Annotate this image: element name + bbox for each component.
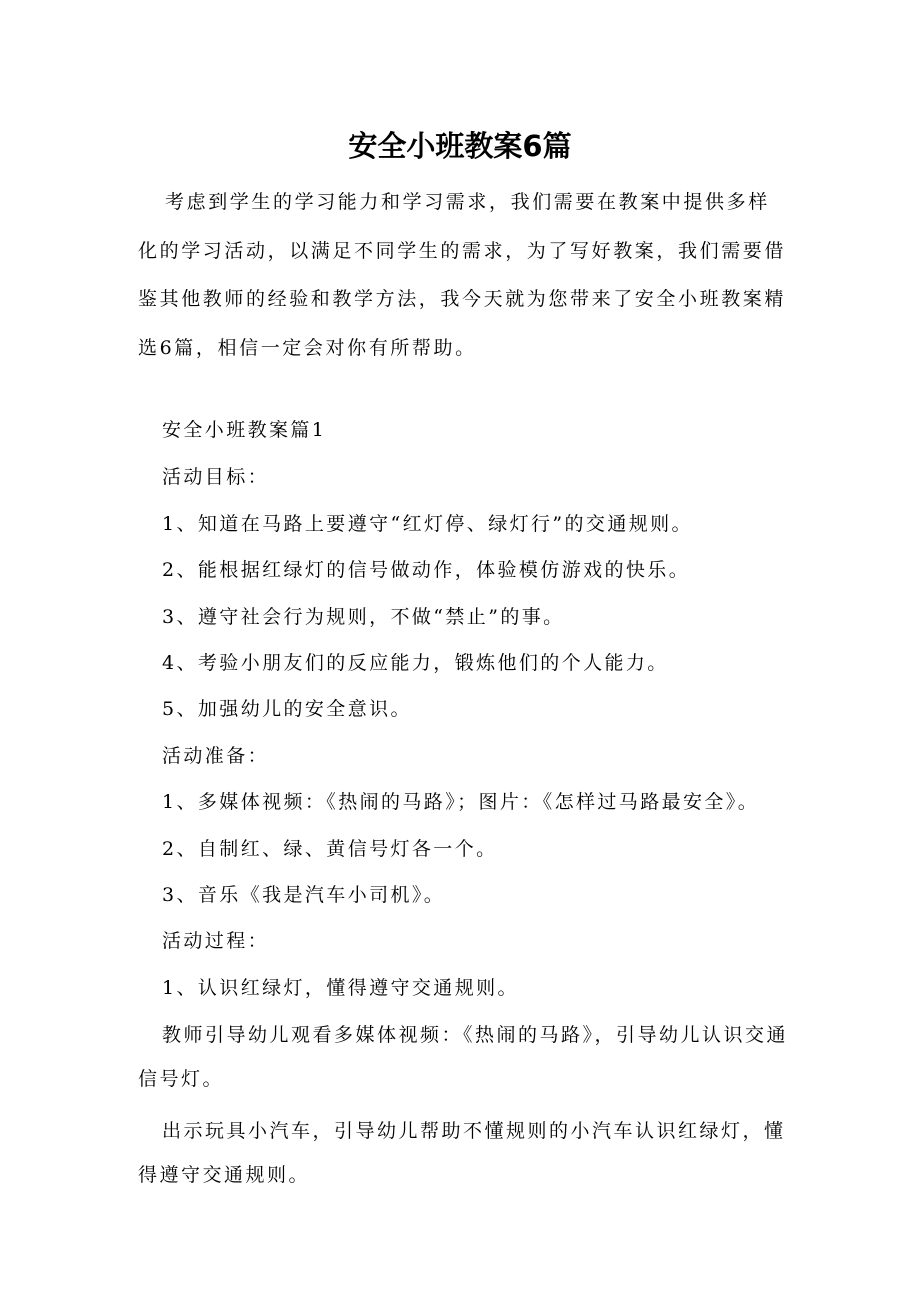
goals-heading: 活动目标： [162, 466, 270, 488]
document-title: 安全小班教案6篇 [348, 129, 572, 163]
goal-item: 4、考验小朋友们的反应能力，锻炼他们的个人能力。 [162, 652, 669, 674]
prep-heading: 活动准备： [162, 745, 270, 767]
intro-paragraph: 考虑到学生的学习能力和学习需求，我们需要在教案中提供多样化的学习活动，以满足不同学生的需求，为了写好教案，我们需要借鉴其他教师的经验和教学方法，我今天就为您带来了安全小班教案精选6篇，相信一定会对你有所帮助。 [138, 191, 787, 359]
prep-item: 3、音乐《我是汽车小司机》。 [162, 884, 446, 906]
section-heading: 安全小班教案篇1 [162, 419, 327, 441]
goal-item: 5、加强幼儿的安全意识。 [162, 698, 412, 720]
prep-item: 2、自制红、绿、黄信号灯各一个。 [162, 838, 498, 860]
goal-item: 2、能根据红绿灯的信号做动作，体验模仿游戏的快乐。 [162, 559, 691, 581]
goal-item: 1、知道在马路上要遵守“红灯停、绿灯行”的交通规则。 [162, 513, 693, 535]
process-paragraph: 出示玩具小汽车，引导幼儿帮助不懂规则的小汽车认识红绿灯，懂得遵守交通规则。 [138, 1120, 786, 1186]
process-step: 1、认识红绿灯，懂得遵守交通规则。 [162, 977, 519, 999]
process-paragraph: 教师引导幼儿观看多媒体视频：《热闹的马路》，引导幼儿认识交通信号灯。 [138, 1024, 789, 1090]
goal-item: 3、遵守社会行为规则，不做“禁止”的事。 [162, 606, 565, 628]
prep-item: 1、多媒体视频：《热闹的马路》；图片：《怎样过马路最安全》。 [162, 791, 760, 813]
process-heading: 活动过程： [162, 930, 270, 952]
